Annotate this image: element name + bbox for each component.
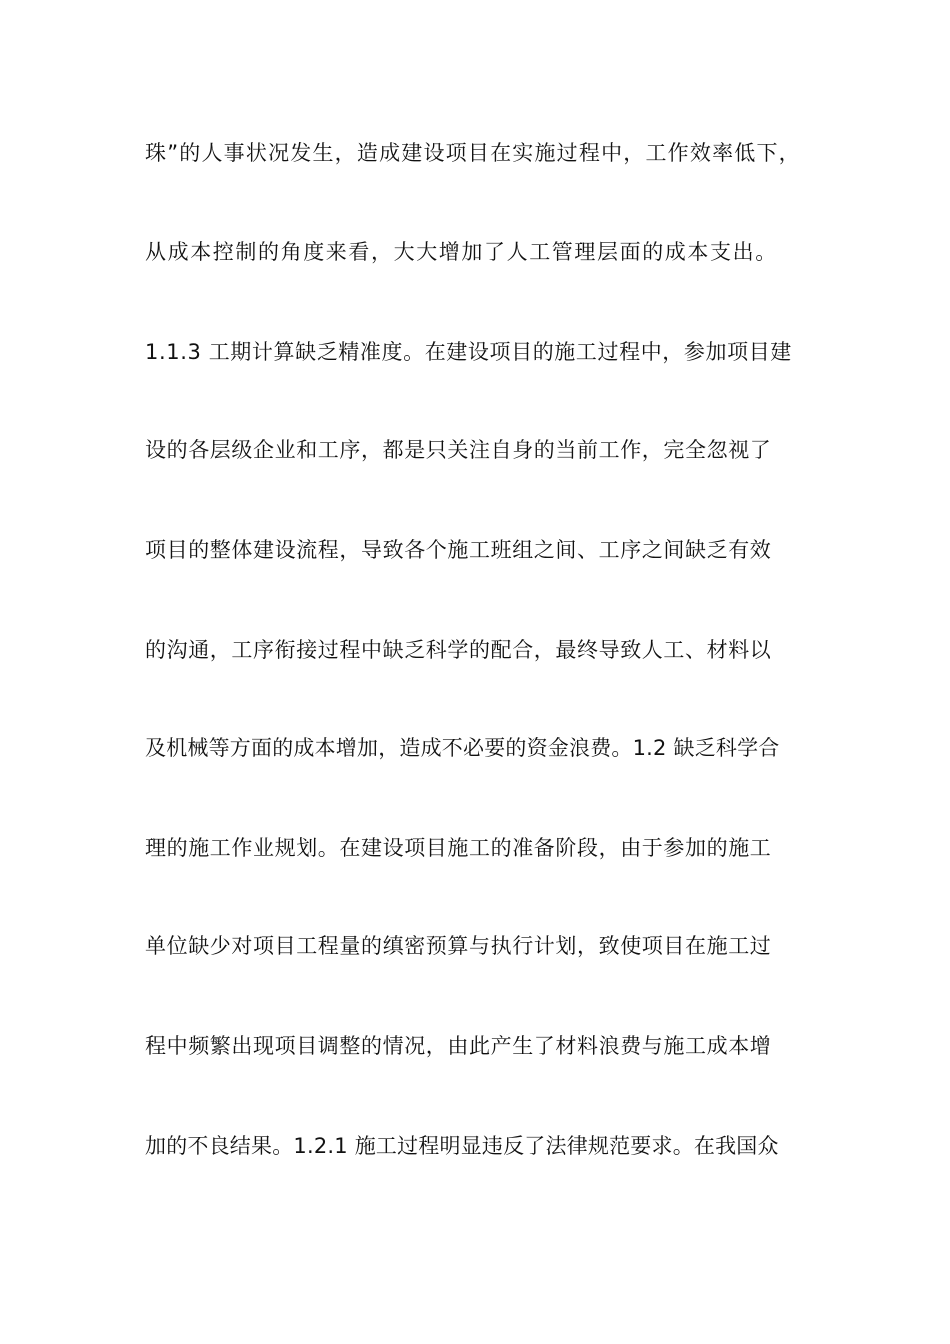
text-line: 及机械等方面的成本增加，造成不必要的资金浪费。1.2 缺乏科学合 (145, 736, 780, 760)
text-line: 设的各层级企业和工序，都是只关注自身的当前工作，完全忽视了 (145, 438, 772, 462)
text-line: 程中频繁出现项目调整的情况，由此产生了材料浪费与施工成本增 (145, 1034, 772, 1058)
text-line: 珠”的人事状况发生，造成建设项目在实施过程中，工作效率低下， (145, 141, 801, 165)
text-line: 理的施工作业规划。在建设项目施工的准备阶段，由于参加的施工 (145, 836, 772, 860)
text-line: 的沟通，工序衔接过程中缺乏科学的配合，最终导致人工、材料以 (145, 638, 772, 662)
text-line: 1.1.3 工期计算缺乏精准度。在建设项目的施工过程中，参加项目建 (145, 340, 792, 364)
text-line: 项目的整体建设流程，导致各个施工班组之间、工序之间缺乏有效 (145, 538, 772, 562)
text-line: 从成本控制的角度来看，大大增加了人工管理层面的成本支出。 (145, 240, 778, 264)
text-line: 单位缺少对项目工程量的缜密预算与执行计划，致使项目在施工过 (145, 934, 772, 958)
text-line: 加的不良结果。1.2.1 施工过程明显违反了法律规范要求。在我国众 (145, 1134, 779, 1158)
